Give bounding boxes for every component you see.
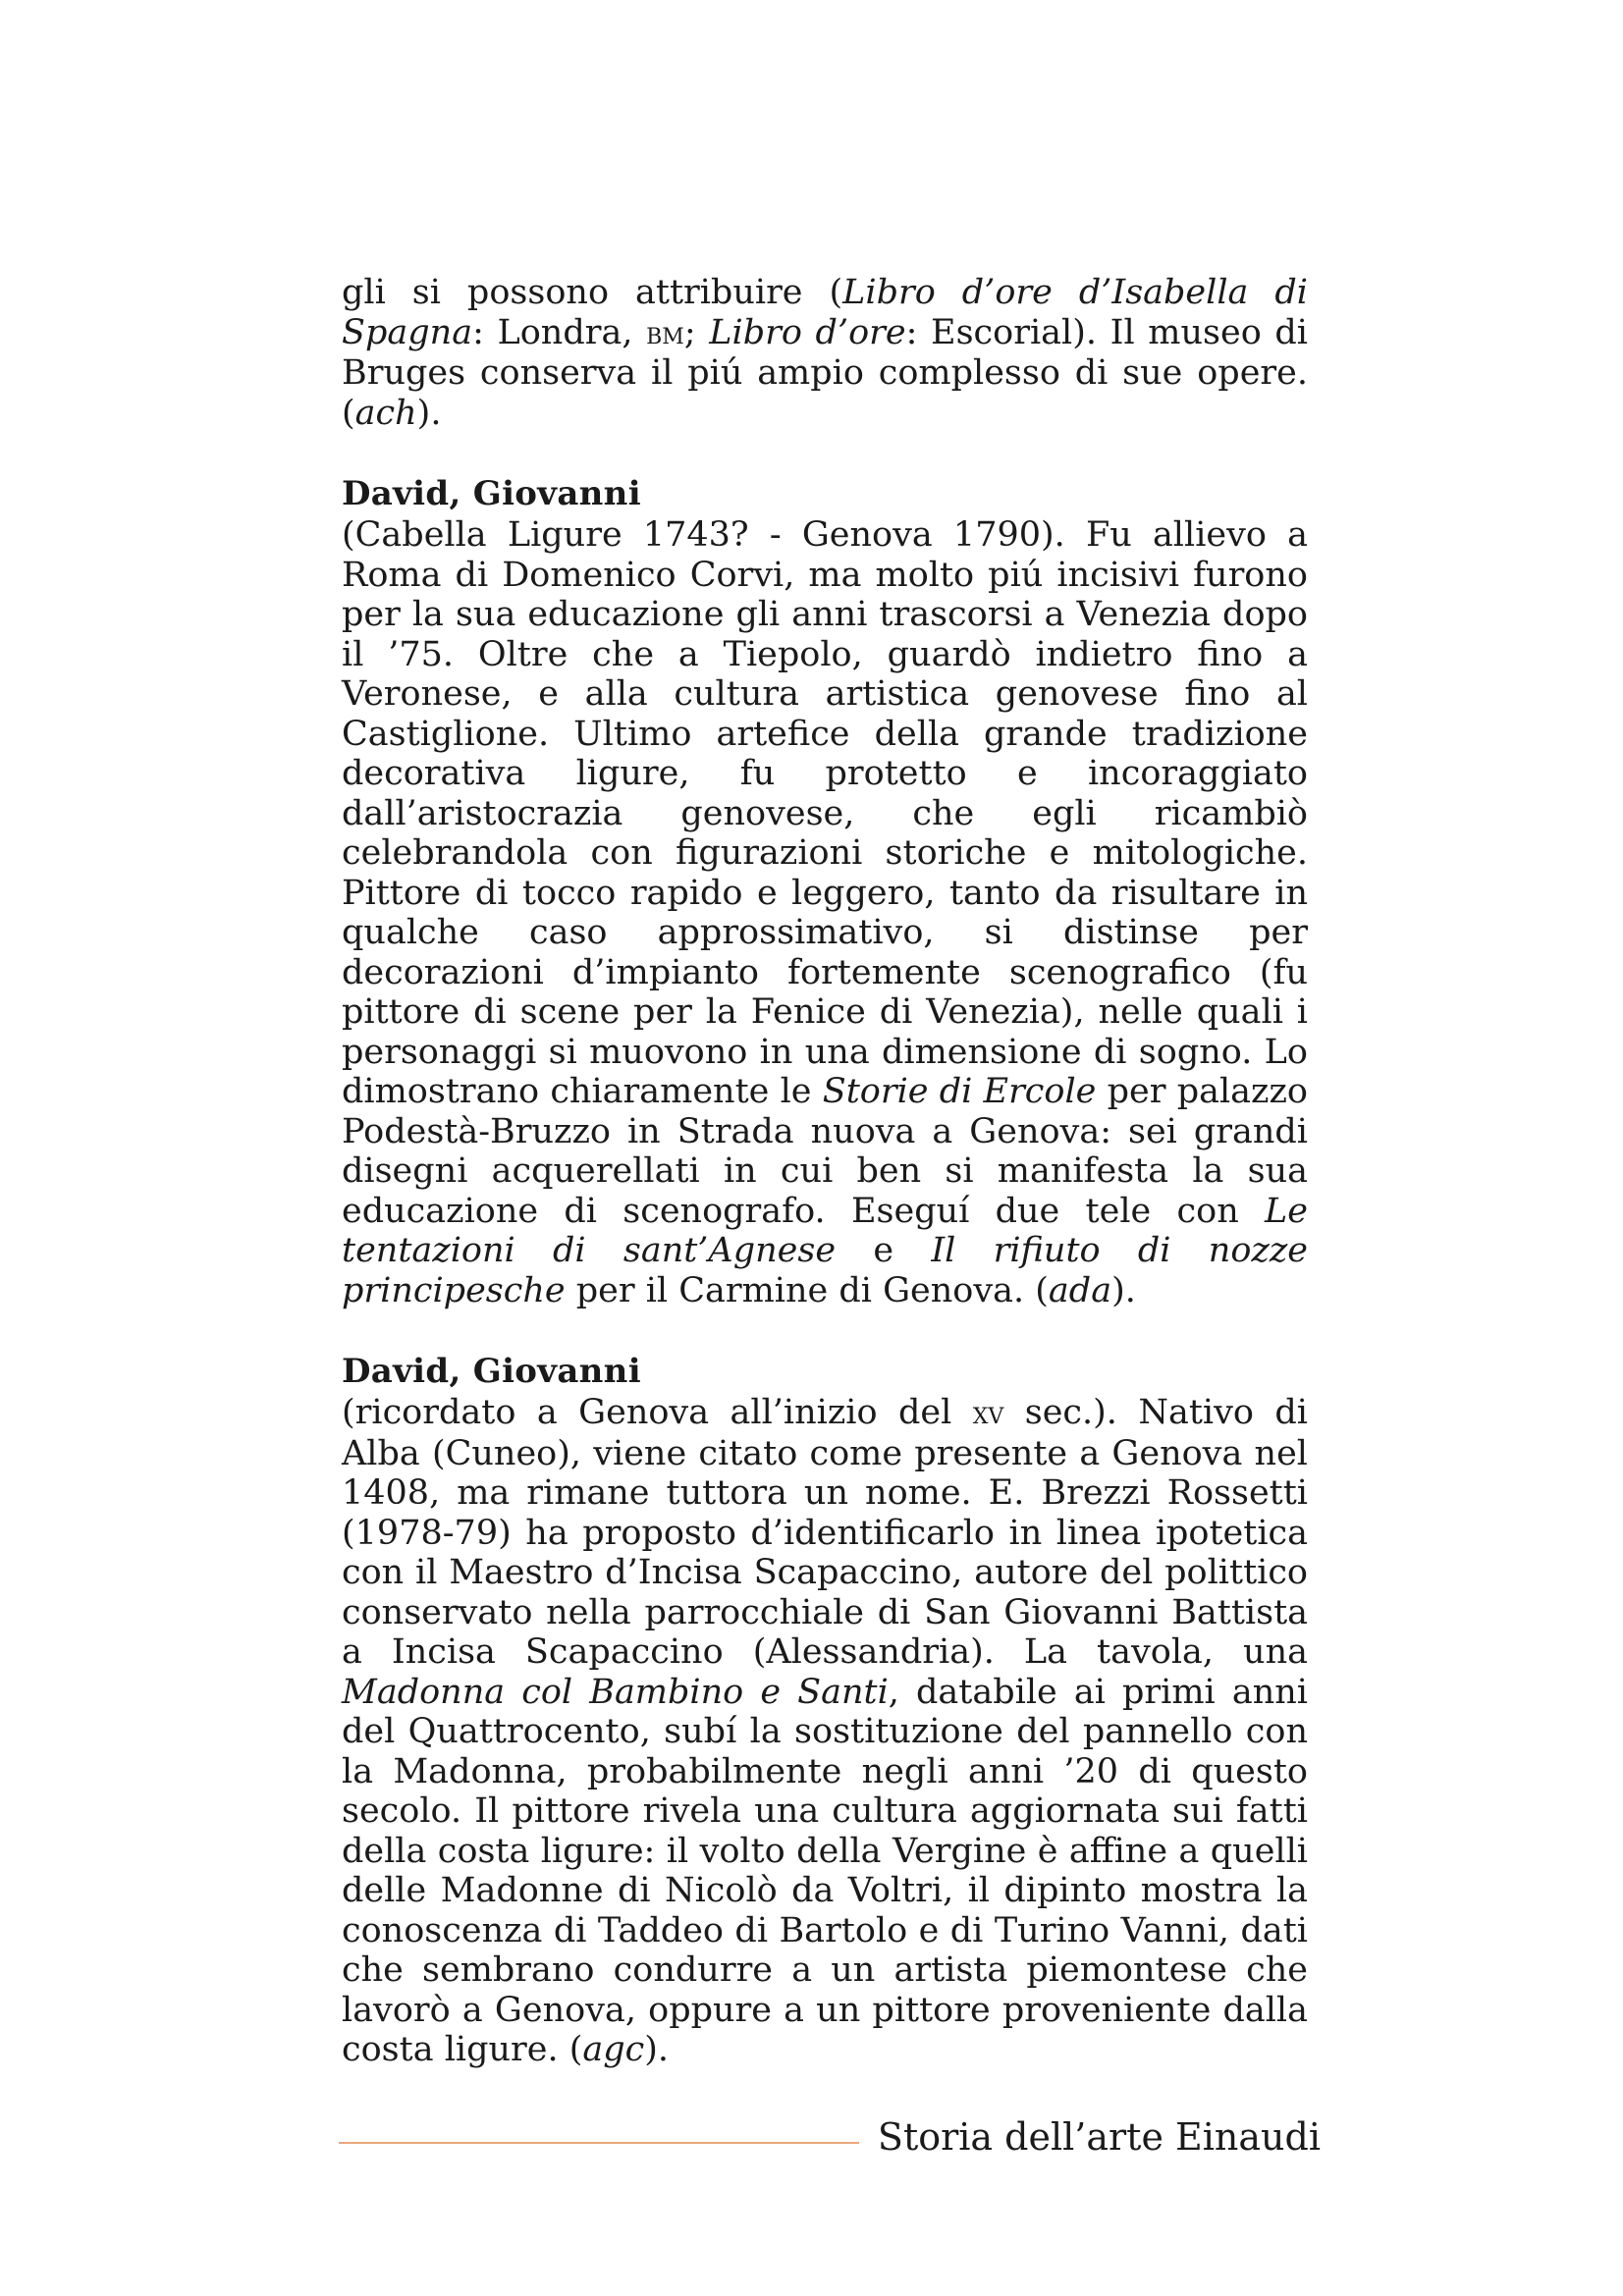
entry-artwork-title: Storie di Ercole xyxy=(822,1072,1097,1111)
entry-artwork-title: Il rifiuto di nozze principesche xyxy=(342,1231,1308,1310)
entry-century-numeral: xv xyxy=(972,1396,1004,1431)
intro-title-2: Libro d’ore xyxy=(709,312,906,352)
entry-david-giovanni-2 xyxy=(342,1352,1308,2070)
intro-abbrev-bm: bm xyxy=(646,315,684,351)
intro-title-1: Libro d’ore d’Isabella di Spagna xyxy=(342,273,1308,352)
page-body xyxy=(342,273,1308,2111)
entry-text: (Cabella Ligure 1743? - Genova 1790). Fu allievo a Roma di Domenico Corvi, ma molto piú incisivi furono per la sua educazione gli anni trascorsi a Venezia dopo il ’75. Oltre che a Tiepolo, guardò indietro fino a Veronese, e alla cultura artistica genovese fino al Castiglione. Ultimo artefice della grande tradizione decorativa ligure, fu protetto e incoraggiato dall’aristocrazia genovese, che egli ricambiò celebrandola con figurazioni storiche e mitologiche. Pittore di tocco rapido e leggero, tanto da risultare in qualche caso approssimativo, si distinse per decorazioni d’impianto fortemente scenografico (fu pittore di scene per la Fenice di Venezia), nelle quali i personaggi si muovono in una dimensione di sogno. Lo dimostrano chiaramente le Storie di Ercole per palazzo Podestà-Bruzzo in Strada nuova a Genova: sei grandi disegni acquerellati in cui ben si manifesta la sua educazione di scenografo. Eseguí due tele con Le tentazioni di sant’Agnese e Il rifiuto di nozze principesche per il Carmine di Genova. (ada). xyxy=(342,515,1308,1310)
entry-author-initials: agc xyxy=(582,2030,645,2069)
page-footer xyxy=(339,2112,1321,2171)
entry-artwork-title: Madonna col Bambino e Santi xyxy=(342,1672,889,1712)
intro-author-initials: ach xyxy=(354,393,417,433)
entry-heading: David, Giovanni xyxy=(342,1352,641,1391)
footer-publication-title: Storia dell’arte Einaudi xyxy=(877,2115,1321,2159)
entry-artwork-title: Le tentazioni di sant’Agnese xyxy=(342,1191,1308,1270)
entry-author-initials: ada xyxy=(1048,1270,1112,1310)
entry-david-giovanni-1 xyxy=(342,474,1308,1310)
intro-paragraph: gli si possono attribuire (Libro d’ore d’Isabella di Spagna: Londra, bm; Libro d’ore: Escorial). Il museo di Bruges conserva il piú ampio complesso di sue opere. (ach). xyxy=(342,273,1309,433)
entry-heading: David, Giovanni xyxy=(342,474,641,513)
footer-rule xyxy=(339,2142,859,2144)
entry-text: (ricordato a Genova all’inizio del xv sec.). Nativo di Alba (Cuneo), viene citato come presente a Genova nel 1408, ma rimane tuttora un nome. E. Brezzi Rossetti (1978-79) ha proposto d’identificarlo in linea ipotetica con il Maestro d’Incisa Scapaccino, autore del polittico conservato nella parrocchiale di San Giovanni Battista a Incisa Scapaccino (Alessandria). La tavola, una Madonna col Bambino e Santi, databile ai primi anni del Quattrocento, subí la sostituzione del pannello con la Madonna, probabilmente negli anni ’20 di questo secolo. Il pittore rivela una cultura aggiornata sui fatti della costa ligure: il volto della Vergine è affine a quelli delle Madonne di Nicolò da Voltri, il dipinto mostra la conoscenza di Taddeo di Bartolo e di Turino Vanni, dati che sembrano condurre a un artista piemontese che lavorò a Genova, oppure a un pittore proveniente dalla costa ligure. (agc). xyxy=(342,1393,1308,2069)
